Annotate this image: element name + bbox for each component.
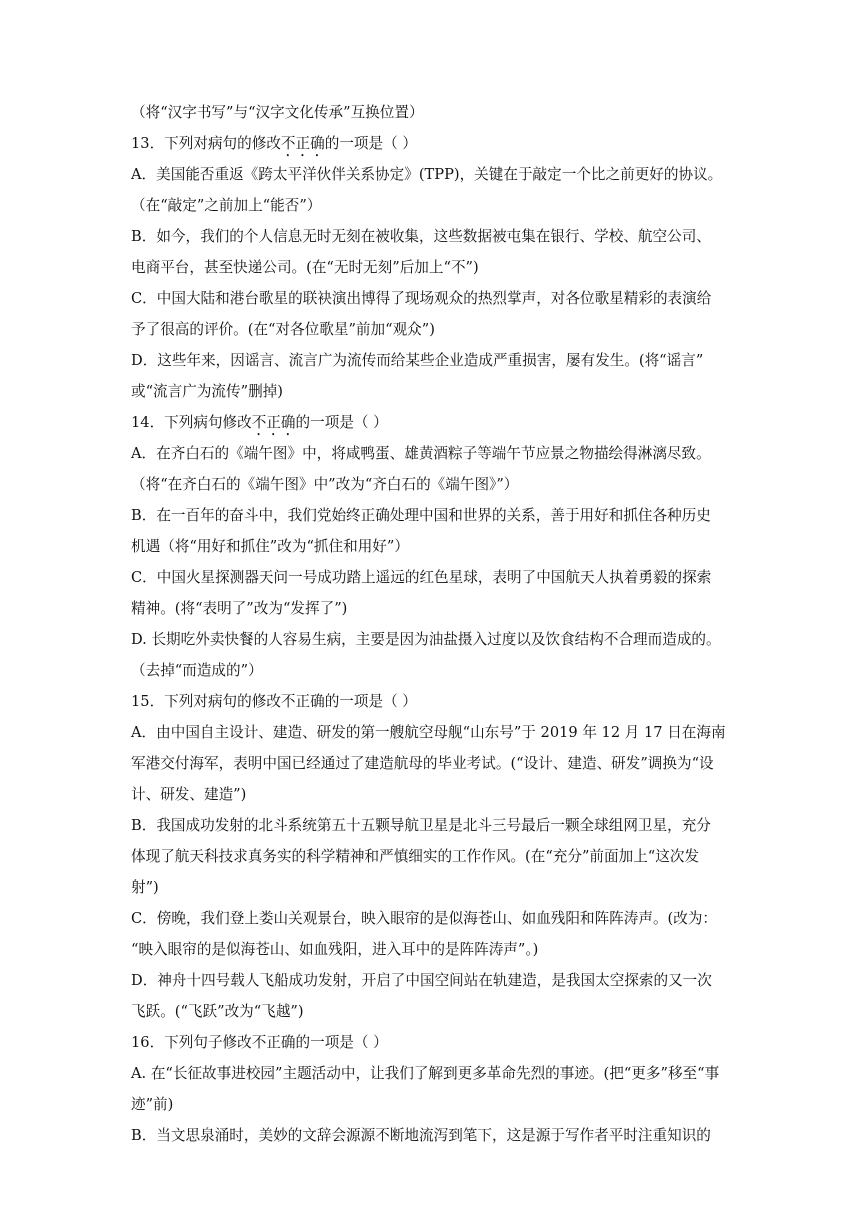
option-14a: A．在齐白石的《端午图》中，将咸鸭蛋、雄黄酒粽子等端午节应景之物描绘得淋漓尽致。	[131, 445, 711, 462]
text-line: （去掉“而造成的”）	[131, 662, 263, 679]
option-14d: D. 长期吃外卖快餐的人容易生病，主要是因为油盐摄入过度以及饮食结构不合理而造成的。	[131, 631, 721, 648]
option-15d: D．神舟十四号载人飞船成功发射，开启了中国空间站在轨建造，是我国太空探索的又一次	[131, 972, 712, 989]
question-14-emphasis: 不正确	[251, 414, 296, 431]
text-line: 精神。(将“表明了”改为“发挥了”)	[131, 600, 348, 617]
question-13-head: 13．下列对病句的修改	[131, 135, 281, 152]
question-14-stem	[131, 412, 731, 434]
text-line: “映入眼帘的是似海苍山、如血残阳，进入耳中的是阵阵涛声”。)	[131, 941, 539, 958]
text-line: 予了很高的评价。(在“对各位歌星”前加“观众”)	[131, 321, 435, 338]
question-13-emphasis: 不正确	[280, 135, 325, 152]
text-line: （将“在齐白石的《端午图》中”改为“齐白石的《端午图》”）	[131, 476, 519, 493]
option-15b: B．我国成功发射的北斗系统第五十五颗导航卫星是北斗三号最后一颗全球组网卫星，充分	[131, 817, 711, 834]
text-line: （将“汉字书写”与“汉字文化传承”互换位置）	[131, 104, 424, 121]
text-line: 机遇（将“用好和抓住”改为“抓住和用好”）	[131, 538, 409, 555]
question-13-tail: 的一项是（ ）	[324, 135, 417, 152]
text-line: 迹”前)	[131, 1096, 174, 1113]
option-16a: A. 在“长征故事进校园”主题活动中，让我们了解到更多革命先烈的事迹。(把“更多”移至“事	[131, 1065, 720, 1082]
text-line: 射”)	[131, 879, 159, 896]
text-line: 计、研发、建造”)	[131, 786, 247, 803]
option-15c: C．傍晚，我们登上娄山关观景台，映入眼帘的是似海苍山、如血残阳和阵阵涛声。(改为：	[131, 910, 718, 927]
question-14-tail: 的一项是（ ）	[295, 414, 388, 431]
option-14b: B．在一百年的奋斗中，我们党始终正确处理中国和世界的关系，善于用好和抓住各种历史	[131, 507, 711, 524]
text-line: 军港交付海军，表明中国已经通过了建造航母的毕业考试。(“设计、建造、研发”调换为“设	[131, 755, 714, 772]
option-16b: B．当文思泉涌时，美妙的文辞会源源不断地流泻到笔下，这是源于写作者平时注重知识的	[131, 1127, 711, 1144]
text-line: 体现了航天科技求真务实的科学精神和严慎细实的工作作风。(在“充分”前面加上“这次发	[131, 848, 700, 865]
question-15-stem: 15．下列对病句的修改不正确的一项是（ ）	[131, 693, 417, 710]
option-13a: A．美国能否重返《跨太平洋伙伴关系协定》(TPP)，关键在于敲定一个比之前更好的协议。	[131, 166, 723, 183]
text-line: 飞跃。(“飞跃”改为“飞越”)	[131, 1003, 304, 1020]
question-13-stem	[131, 133, 731, 155]
text-line: （在“敲定”之前加上“能否”）	[131, 197, 322, 214]
option-13b: B．如今，我们的个人信息无时无刻在被收集，这些数据被屯集在银行、学校、航空公司、	[131, 228, 711, 245]
question-14-head: 14．下列病句修改	[131, 414, 252, 431]
text-line: 电商平台，甚至快递公司。(在“无时无刻”后加上“不”)	[131, 259, 479, 276]
option-15a: A．由中国自主设计、建造、研发的第一艘航空母舰“山东号”于 2019 年 12 月 17 日在海南	[131, 724, 726, 741]
option-13d: D．这些年来，因谣言、流言广为流传而给某些企业造成严重损害，屡有发生。(将“谣言”	[131, 352, 704, 369]
option-14c: C．中国火星探测器天问一号成功踏上遥远的红色星球，表明了中国航天人执着勇毅的探索	[131, 569, 712, 586]
option-13c: C．中国大陆和港台歌星的联袂演出博得了现场观众的热烈掌声，对各位歌星精彩的表演给	[131, 290, 712, 307]
text-line: 或“流言广为流传”删掉)	[131, 383, 283, 400]
question-16-stem: 16．下列句子修改不正确的一项是（ ）	[131, 1034, 388, 1051]
